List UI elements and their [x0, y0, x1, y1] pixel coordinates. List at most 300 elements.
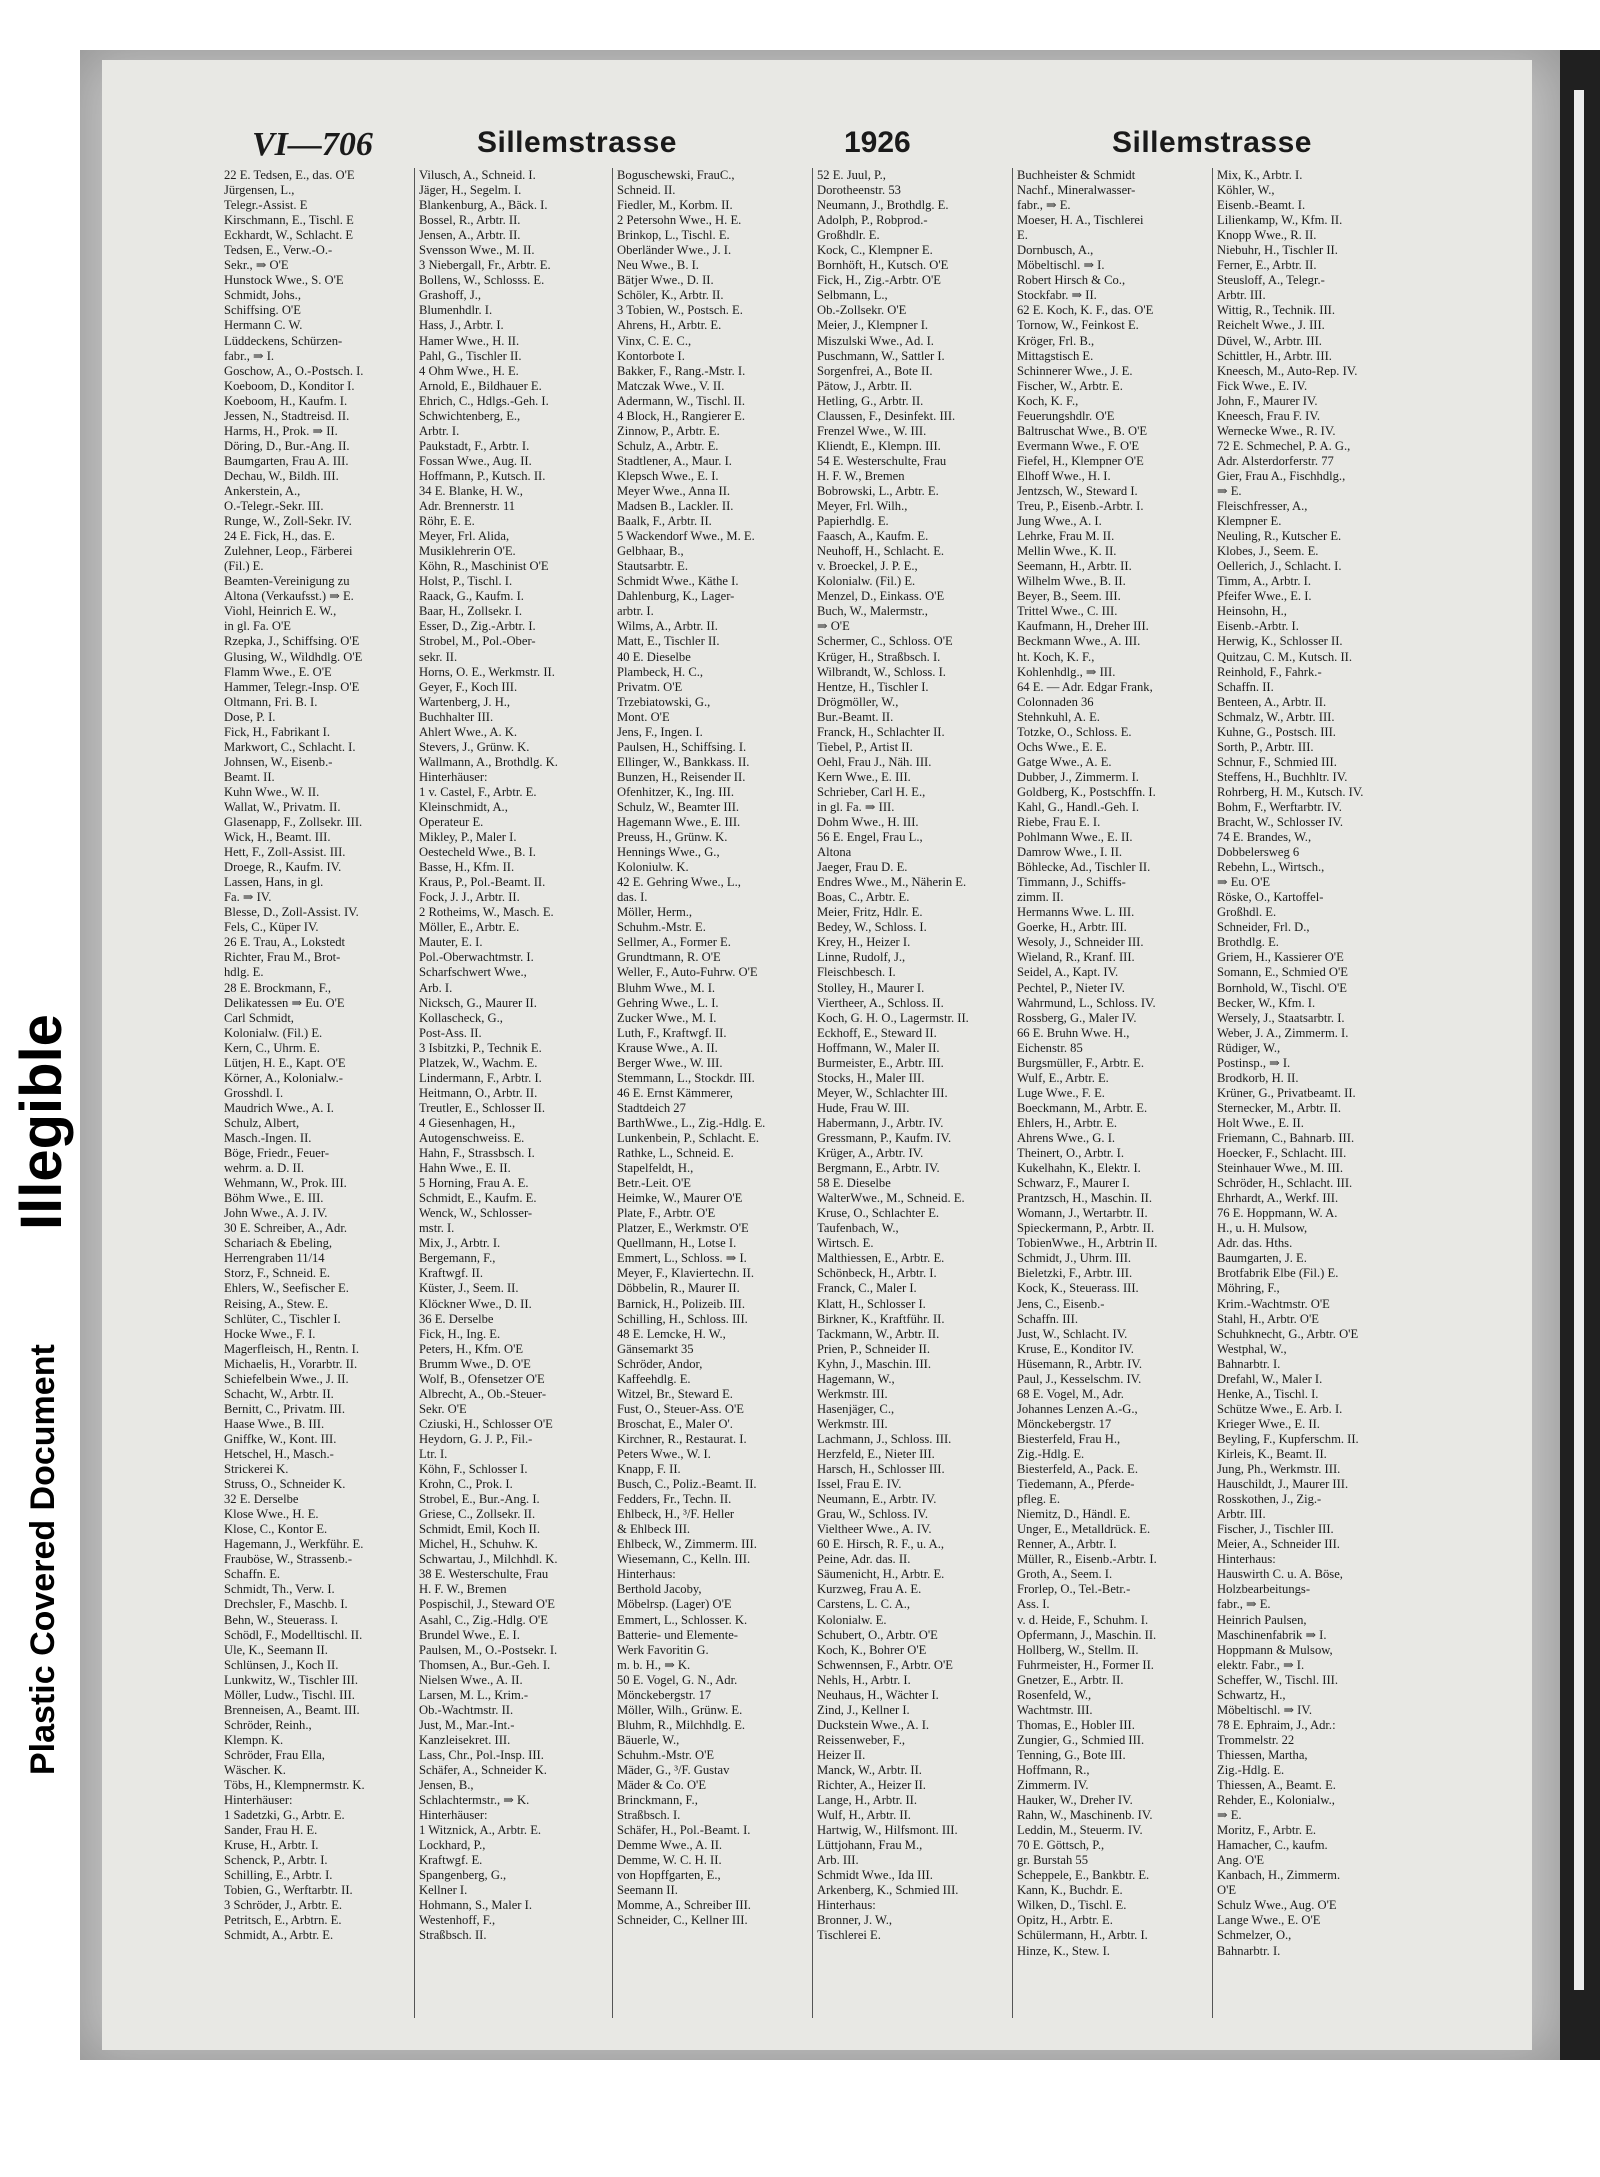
- directory-entry-line: Luth, F., Kraftwgf. II.: [617, 1025, 727, 1040]
- directory-entry-line: Hagemann, J., Werkführ. E.: [224, 1537, 364, 1552]
- directory-entry-line: Kirchner, R., Restaurat. I.: [617, 1431, 747, 1446]
- directory-entry-line: Schulz, Albert,: [224, 1115, 300, 1130]
- directory-entry-line: Duckstein Wwe., A. I.: [817, 1717, 930, 1732]
- directory-entry-line: Schäfer, A., Schneider K.: [419, 1762, 547, 1777]
- directory-entry-line: Reichelt Wwe., J. III.: [1217, 318, 1325, 333]
- directory-entry-line: Brodkorb, H. II.: [1217, 1070, 1299, 1085]
- directory-entry-line: Goerke, H., Arbtr. III.: [1017, 920, 1127, 935]
- directory-entry-line: Witzel, Br., Steward E.: [617, 1386, 733, 1401]
- directory-columns: [220, 168, 1520, 2068]
- directory-entry-line: Lütjen, H. E., Kapt. O'E: [224, 1055, 346, 1070]
- directory-entry-line: Endres Wwe., M., Näherin E.: [817, 875, 967, 890]
- directory-entry-line: Eckhardt, W., Schlacht. E: [224, 228, 354, 243]
- directory-entry-line: (Fil.) E.: [224, 559, 264, 574]
- directory-entry-line: zimm. II.: [1017, 890, 1064, 905]
- directory-entry-line: Klepsch Wwe., E. I.: [617, 468, 719, 483]
- directory-entry-line: Klempn. K.: [224, 1732, 284, 1747]
- directory-entry-line: Droege, R., Kaufm. IV.: [224, 860, 342, 875]
- directory-entry-line: Seemann, H., Arbtr. II.: [1017, 559, 1132, 574]
- directory-entry-line: Koch, K., Bohrer O'E: [817, 1642, 927, 1657]
- directory-entry-line: Strobel, M., Pol.-Ober-: [419, 634, 536, 649]
- directory-entry-line: Köhler, W.,: [1217, 183, 1275, 198]
- directory-entry-line: Womann, J., Wertarbtr. II.: [1017, 1206, 1148, 1221]
- directory-entry-line: ⇒ O'E: [817, 619, 850, 634]
- directory-entry-line: Hetschel, H., Masch.-: [224, 1446, 334, 1461]
- directory-entry-line: Möbeltischl. ⇒ I.: [1017, 258, 1105, 273]
- directory-entry-line: 5 Wackendorf Wwe., M. E.: [617, 529, 755, 544]
- directory-entry-line: Haase Wwe., B. III.: [224, 1416, 325, 1431]
- directory-entry-line: Baalk, F., Arbtr. II.: [617, 514, 712, 529]
- directory-entry-line: Strobel, E., Bur.-Ang. I.: [419, 1492, 540, 1507]
- directory-entry-line: Wallmann, A., Brothdlg. K.: [419, 754, 558, 769]
- directory-entry-line: Stevers, J., Grünw. K.: [419, 739, 530, 754]
- directory-entry-line: Baumgarten, J. E.: [1217, 1251, 1307, 1266]
- directory-entry-line: Jentzsch, W., Steward I.: [1017, 483, 1138, 498]
- directory-entry-line: Lunkwitz, W., Tischler III.: [224, 1672, 358, 1687]
- directory-entry-line: Goschow, A., O.-Postsch. I.: [224, 363, 364, 378]
- directory-entry-line: Arbtr. I.: [419, 423, 460, 438]
- directory-entry-line: Möller, E., Arbtr. E.: [419, 920, 520, 935]
- directory-entry-line: WalterWwe., M., Schneid. E.: [817, 1191, 965, 1206]
- directory-entry-line: Jung, Ph., Werkmstr. III.: [1217, 1462, 1341, 1477]
- directory-entry-line: Schwennsen, F., Arbtr. O'E: [817, 1657, 953, 1672]
- directory-entry-line: 76 E. Hoppmann, W. A.: [1217, 1206, 1338, 1221]
- directory-entry-line: Biesterfeld, Frau H.,: [1017, 1431, 1121, 1446]
- directory-entry-line: 3 Isbitzki, P., Technik E.: [419, 1040, 542, 1055]
- directory-entry-line: Rathke, L., Schneid. E.: [617, 1146, 734, 1161]
- directory-entry-line: Heitmann, O., Arbtr. II.: [419, 1085, 538, 1100]
- directory-entry-line: fabr., ⇒ E.: [1217, 1597, 1271, 1612]
- directory-entry-line: Privatm. O'E: [617, 679, 683, 694]
- directory-entry-line: Hocke Wwe., F. I.: [224, 1326, 316, 1341]
- directory-entry-line: ⇒ E.: [1217, 483, 1242, 498]
- directory-entry-line: Fossan Wwe., Aug. II.: [419, 453, 532, 468]
- directory-entry-line: Trittel Wwe., C. III.: [1017, 604, 1118, 619]
- directory-entry-line: Matczak Wwe., V. II.: [617, 378, 725, 393]
- directory-entry-line: Niemitz, D., Händl. E.: [1017, 1507, 1131, 1522]
- directory-entry-line: Fleischbesch. I.: [817, 965, 896, 980]
- directory-entry-line: Jens, C., Eisenb.-: [1017, 1296, 1105, 1311]
- directory-entry-line: Ang. O'E: [1217, 1853, 1265, 1868]
- directory-entry-line: Fels, C., Küper IV.: [224, 920, 319, 935]
- directory-entry-line: Mäder, G., ³/F. Gustav: [617, 1762, 730, 1777]
- directory-entry-line: 46 E. Ernst Kämmerer,: [617, 1085, 733, 1100]
- directory-entry-line: Böge, Friedr., Feuer-: [224, 1146, 330, 1161]
- directory-entry-line: Momme, A., Schreiber III.: [617, 1898, 751, 1913]
- directory-entry-line: Moeser, H. A., Tischlerei: [1017, 213, 1144, 228]
- directory-entry-line: Schlünsen, J., Koch II.: [224, 1657, 339, 1672]
- directory-entry-line: Schaffn. III.: [1017, 1311, 1078, 1326]
- directory-entry-line: Brinckmann, F.,: [617, 1793, 698, 1808]
- directory-entry-line: Wirtsch. E.: [817, 1236, 874, 1251]
- directory-entry-line: Schneid. II.: [617, 183, 676, 198]
- directory-entry-line: Arb. I.: [419, 980, 453, 995]
- directory-entry-line: Jensen, A., Arbtr. II.: [419, 228, 521, 243]
- directory-entry-line: Drechsler, F., Maschb. I.: [224, 1597, 348, 1612]
- directory-entry-line: Schröder, Frau Ella,: [224, 1747, 325, 1762]
- directory-entry-line: Schmidt, Th., Verw. I.: [224, 1582, 335, 1597]
- directory-entry-line: Schittler, H., Arbtr. III.: [1217, 348, 1332, 363]
- directory-entry-line: Magerfleisch, H., Rentn. I.: [224, 1341, 359, 1356]
- directory-entry-line: Henke, A., Tischl. I.: [1217, 1386, 1319, 1401]
- directory-entry-line: Tiebel, P., Artist II.: [817, 739, 913, 754]
- directory-entry-line: Weller, F., Auto-Fuhrw. O'E: [617, 965, 758, 980]
- directory-entry-line: Timm, A., Arbtr. I.: [1217, 574, 1312, 589]
- directory-entry-line: Vinx, C. E. C.,: [617, 333, 692, 348]
- directory-entry-line: Johannes Lenzen A.-G.,: [1017, 1401, 1138, 1416]
- directory-entry-line: Neumann, J., Brothdlg. E.: [817, 198, 949, 213]
- directory-entry-line: Meier, J., Klempner I.: [817, 318, 929, 333]
- directory-entry-line: Hoffmann, P., Kutsch. II.: [419, 468, 546, 483]
- directory-entry-line: Opfermann, J., Maschin. II.: [1017, 1627, 1157, 1642]
- directory-entry-line: Wilbrandt, W., Schloss. I.: [817, 664, 946, 679]
- directory-entry-line: Becker, W., Kfm. I.: [1217, 995, 1316, 1010]
- directory-entry-line: Ehrhardt, A., Werkf. III.: [1217, 1191, 1339, 1206]
- directory-entry-line: Steffens, H., Buchhltr. IV.: [1217, 769, 1348, 784]
- directory-entry-line: Großhdlr. E.: [817, 228, 880, 243]
- directory-entry-line: Preuss, H., Grünw. K.: [617, 830, 728, 845]
- directory-entry-line: Bergemann, F.,: [419, 1251, 496, 1266]
- directory-column-5: [1012, 168, 1209, 2018]
- directory-entry-line: Wallat, W., Privatm. II.: [224, 799, 341, 814]
- directory-entry-line: Fick, H., Fabrikant I.: [224, 724, 330, 739]
- directory-entry-line: Theinert, O., Arbtr. I.: [1017, 1146, 1125, 1161]
- directory-entry-line: 5 Horning, Frau A. E.: [419, 1176, 529, 1191]
- directory-entry-line: Mönckebergstr. 17: [617, 1687, 712, 1702]
- directory-entry-line: Heizer II.: [817, 1747, 866, 1762]
- directory-entry-line: Küster, J., Seem. II.: [419, 1281, 519, 1296]
- directory-entry-line: Buchhalter III.: [419, 709, 494, 724]
- directory-entry-line: Esser, D., Zig.-Arbtr. I.: [419, 619, 536, 634]
- directory-entry-line: Kolonialw. (Fil.) E.: [817, 574, 916, 589]
- directory-entry-line: Ltr. I.: [419, 1446, 448, 1461]
- directory-entry-line: Paulsen, H., Schiffsing. I.: [617, 739, 747, 754]
- directory-entry-line: Werk Favoritin G.: [617, 1642, 709, 1657]
- directory-entry-line: Herrengraben 11/14: [224, 1251, 325, 1266]
- directory-entry-line: Klöckner Wwe., D. II.: [419, 1296, 532, 1311]
- directory-entry-line: Schilling, H., Schloss. III.: [617, 1311, 748, 1326]
- directory-entry-line: Tenning, G., Bote III.: [1017, 1747, 1126, 1762]
- directory-entry-line: Albrecht, A., Ob.-Steuer-: [419, 1386, 547, 1401]
- directory-entry-line: 30 E. Schreiber, A., Adr.: [224, 1221, 347, 1236]
- directory-entry-line: arbtr. I.: [617, 604, 654, 619]
- directory-entry-line: Pahl, G., Tischler II.: [419, 348, 522, 363]
- directory-entry-line: Möller, Ludw., Tischl. III.: [224, 1687, 355, 1702]
- directory-entry-line: Schmidt, E., Kaufm. E.: [419, 1191, 537, 1206]
- directory-entry-line: Papierhdlg. E.: [817, 514, 889, 529]
- directory-entry-line: Schnur, F., Schmied III.: [1217, 754, 1337, 769]
- directory-entry-line: Schödl, F., Modelltischl. II.: [224, 1627, 363, 1642]
- directory-entry-line: Just, M., Mar.-Int.-: [419, 1717, 515, 1732]
- directory-entry-line: Bornhöft, H., Kutsch. O'E: [817, 258, 949, 273]
- directory-entry-line: Köhn, R., Maschinist O'E: [419, 559, 549, 574]
- directory-entry-line: Kruse, H., Arbtr. I.: [224, 1838, 319, 1853]
- directory-entry-line: Schmidt, Emil, Koch II.: [419, 1522, 541, 1537]
- directory-entry-line: Nachf., Mineralwasser-: [1017, 183, 1136, 198]
- directory-entry-line: gr. Burstah 55: [1017, 1853, 1089, 1868]
- directory-entry-line: Bluhm Wwe., M. I.: [617, 980, 716, 995]
- directory-entry-line: Bracht, W., Schlosser IV.: [1217, 815, 1344, 830]
- directory-entry-line: ⇒ E.: [1217, 1808, 1242, 1823]
- directory-entry-line: Zind, J., Kellner I.: [817, 1702, 910, 1717]
- directory-entry-line: Mont. O'E: [617, 709, 670, 724]
- directory-entry-line: John, F., Maurer IV.: [1217, 393, 1318, 408]
- directory-entry-line: Sander, Frau H. E.: [224, 1823, 318, 1838]
- directory-entry-line: Schmalz, W., Arbtr. III.: [1217, 709, 1335, 724]
- directory-entry-line: Kruse, O., Schlachter E.: [817, 1206, 940, 1221]
- directory-entry-line: Fiedler, M., Korbm. II.: [617, 198, 733, 213]
- directory-entry-line: Knopp Wwe., R. II.: [1217, 228, 1317, 243]
- directory-entry-line: Fischer, W., Arbtr. E.: [1017, 378, 1123, 393]
- directory-entry-line: Schiffsing. O'E: [224, 303, 301, 318]
- directory-entry-line: 52 E. Juul, P.,: [817, 168, 886, 182]
- directory-entry-line: Lockhard, P.,: [419, 1838, 486, 1853]
- directory-entry-line: Grosshdl. I.: [224, 1085, 284, 1100]
- directory-entry-line: Kirschmann, E., Tischl. E: [224, 213, 354, 228]
- directory-entry-line: H., u. H. Mulsow,: [1217, 1221, 1308, 1236]
- directory-entry-line: Ass. I.: [1017, 1597, 1050, 1612]
- directory-entry-line: Post-Ass. II.: [419, 1025, 482, 1040]
- directory-entry-line: Wenck, W., Schlosser-: [419, 1206, 533, 1221]
- directory-entry-line: Kleinschmidt, A.,: [419, 799, 508, 814]
- directory-entry-line: Mikley, P., Maler I.: [419, 830, 517, 845]
- directory-entry-line: Möbeltischl. ⇒ IV.: [1217, 1702, 1312, 1717]
- directory-entry-line: Baar, H., Zollsekr. I.: [419, 604, 523, 619]
- directory-entry-line: Schönbeck, H., Arbtr. I.: [817, 1266, 937, 1281]
- directory-entry-line: Stadtdeich 27: [617, 1100, 686, 1115]
- directory-entry-line: 24 E. Fick, H., das. E.: [224, 529, 335, 544]
- directory-year: 1926: [844, 126, 911, 159]
- directory-entry-line: Töbs, H., Klempnermstr. K.: [224, 1778, 365, 1793]
- directory-entry-line: Maudrich Wwe., A. I.: [224, 1100, 334, 1115]
- directory-entry-line: Meyer, Frl. Alida,: [419, 529, 510, 544]
- directory-entry-line: Nielsen Wwe., A. II.: [419, 1672, 523, 1687]
- directory-entry-line: Stadtlener, A., Maur. I.: [617, 453, 732, 468]
- directory-entry-line: Eisenb.-Beamt. I.: [1217, 198, 1306, 213]
- directory-entry-line: Neumann, E., Arbtr. IV.: [817, 1492, 937, 1507]
- directory-entry-line: Miszulski Wwe., Ad. I.: [817, 333, 934, 348]
- directory-entry-line: Ob.-Zollsekr. O'E: [817, 303, 907, 318]
- directory-entry-line: Hahn Wwe., E. II.: [419, 1161, 511, 1176]
- directory-entry-line: Quitzau, C. M., Kutsch. II.: [1217, 649, 1353, 664]
- directory-entry-line: Basse, H., Kfm. II.: [419, 860, 515, 875]
- directory-entry-line: Kneesch, M., Auto-Rep. IV.: [1217, 363, 1358, 378]
- directory-entry-line: Adr. Alsterdorferstr. 77: [1217, 453, 1334, 468]
- directory-entry-line: Prien, P., Schneider II.: [817, 1341, 930, 1356]
- directory-entry-line: Kern Wwe., E. III.: [817, 769, 911, 784]
- directory-entry-line: Möhring, F.,: [1217, 1281, 1280, 1296]
- directory-entry-line: Bollens, W., Schlosss. E.: [419, 273, 545, 288]
- directory-entry-line: Sellmer, A., Former E.: [617, 935, 731, 950]
- directory-entry-line: Hinterhäuser:: [419, 769, 488, 784]
- directory-entry-line: Horns, O. E., Werkmstr. II.: [419, 664, 555, 679]
- directory-entry-line: Zig.-Hdlg. E.: [1017, 1446, 1085, 1461]
- directory-entry-line: pfleg. E.: [1017, 1492, 1061, 1507]
- directory-entry-line: Markwort, C., Schlacht. I.: [224, 739, 356, 754]
- directory-entry-line: Richter, Frau M., Brot-: [224, 950, 341, 965]
- directory-entry-line: Grundtmann, R. O'E: [617, 950, 721, 965]
- directory-entry-line: Hinterhäuser:: [224, 1793, 293, 1808]
- directory-entry-line: Ehlbeck, W., Zimmerm. III.: [617, 1537, 757, 1552]
- directory-entry-line: Vilusch, A., Schneid. I.: [419, 168, 536, 182]
- directory-entry-line: 4 Giesenhagen, H.,: [419, 1115, 516, 1130]
- directory-entry-line: Manck, W., Arbtr. II.: [817, 1762, 922, 1777]
- directory-entry-line: Grau, W., Schloss. IV.: [817, 1507, 929, 1522]
- directory-entry-line: Gressmann, P., Kaufm. IV.: [817, 1131, 952, 1145]
- directory-entry-line: 28 E. Brockmann, F.,: [224, 980, 332, 995]
- directory-entry-line: Gatge Wwe., A. E.: [1017, 754, 1112, 769]
- directory-entry-line: Meier, Fritz, Hdlr. E.: [817, 905, 923, 920]
- directory-entry-line: Beyling, F., Kupferschm. II.: [1217, 1431, 1359, 1446]
- directory-entry-line: Mauter, E. I.: [419, 935, 483, 950]
- directory-entry-line: 36 E. Derselbe: [419, 1311, 494, 1326]
- directory-entry-line: Dorotheenstr. 53: [817, 183, 901, 198]
- directory-entry-line: Petritsch, E., Arbtrn. E.: [224, 1913, 342, 1928]
- directory-entry-line: Brenneisen, A., Beamt. III.: [224, 1702, 360, 1717]
- directory-entry-line: Rzepka, J., Schiffsing. O'E: [224, 634, 360, 649]
- directory-entry-line: BarthWwe., L., Zig.-Hdlg. E.: [617, 1115, 766, 1130]
- directory-entry-line: Hentze, H., Tischler I.: [817, 679, 929, 694]
- directory-entry-line: Wesoly, J., Schneider III.: [1017, 935, 1144, 950]
- directory-entry-line: Schaffn. II.: [1217, 679, 1274, 694]
- directory-entry-line: Biesterfeld, A., Pack. E.: [1017, 1462, 1139, 1477]
- directory-entry-line: Platzer, E., Werkmstr. O'E: [617, 1221, 749, 1236]
- directory-entry-line: Stockfabr. ⇒ II.: [1017, 288, 1097, 303]
- directory-entry-line: Birkner, K., Kraftführ. II.: [817, 1311, 945, 1326]
- directory-entry-line: Hinterhaus:: [617, 1567, 676, 1582]
- directory-entry-line: Arbtr. III.: [1217, 288, 1266, 303]
- directory-entry-line: 66 E. Bruhn Wwe. H.,: [1017, 1025, 1130, 1040]
- directory-entry-line: 78 E. Ephraim, J., Adr.:: [1217, 1717, 1336, 1732]
- directory-entry-line: Säumenicht, H., Arbtr. E.: [817, 1567, 945, 1582]
- directory-entry-line: Wittig, R., Technik. III.: [1217, 303, 1335, 318]
- directory-entry-line: Paulsen, M., O.-Postsekr. I.: [419, 1642, 558, 1657]
- directory-entry-line: Jessen, N., Stadtreisd. II.: [224, 408, 350, 423]
- directory-entry-line: Lachmann, J., Schloss. III.: [817, 1431, 952, 1446]
- directory-entry-line: Rahn, W., Maschinenb. IV.: [1017, 1808, 1153, 1823]
- directory-entry-line: Ankerstein, A.,: [224, 483, 301, 498]
- directory-entry-line: Svensson Wwe., M. II.: [419, 243, 535, 258]
- directory-entry-line: Schmidt Wwe., Käthe I.: [617, 574, 739, 589]
- directory-entry-line: Ob.-Wachtmstr. II.: [419, 1702, 514, 1717]
- directory-entry-line: Schmidt, Johs.,: [224, 288, 301, 303]
- directory-entry-line: Kontorbote I.: [617, 348, 685, 363]
- directory-entry-line: Hennings Wwe., G.,: [617, 845, 720, 860]
- directory-entry-line: Thiessen, A., Beamt. E.: [1217, 1778, 1336, 1793]
- directory-entry-line: Böhlecke, Ad., Tischler II.: [1017, 860, 1151, 875]
- directory-entry-line: Linne, Rudolf, J.,: [817, 950, 906, 965]
- directory-entry-line: Köhn, F., Schlosser I.: [419, 1462, 528, 1477]
- directory-entry-line: Straßbsch. I.: [617, 1808, 681, 1823]
- directory-entry-line: Bluhm, R., Milchhdlg. E.: [617, 1717, 746, 1732]
- directory-entry-line: Zungier, G., Schmied III.: [1017, 1732, 1145, 1747]
- directory-entry-line: Paul, J., Kesselschm. IV.: [1017, 1371, 1142, 1386]
- directory-entry-line: Fleischfresser, A.,: [1217, 499, 1308, 514]
- directory-entry-line: Mönckebergstr. 17: [1017, 1416, 1112, 1431]
- directory-entry-line: Benteen, A., Arbtr. II.: [1217, 694, 1327, 709]
- directory-entry-line: Masch.-Ingen. II.: [224, 1131, 312, 1145]
- directory-entry-line: Rohrberg, H. M., Kutsch. IV.: [1217, 784, 1364, 799]
- directory-entry-line: Betr.-Leit. O'E: [617, 1176, 691, 1191]
- directory-entry-line: Glasenapp, F., Zollsekr. III.: [224, 815, 363, 830]
- directory-entry-line: Pfeifer Wwe., E. I.: [1217, 589, 1312, 604]
- directory-entry-line: Mäder & Co. O'E: [617, 1778, 707, 1793]
- directory-entry-line: Pohlmann Wwe., E. II.: [1017, 830, 1133, 845]
- directory-entry-line: Kliendt, E., Klempn. III.: [817, 438, 941, 453]
- directory-entry-line: Robert Hirsch & Co.,: [1017, 273, 1126, 288]
- directory-entry-line: Tornow, W., Feinkost E.: [1017, 318, 1139, 333]
- directory-entry-line: Hoecker, F., Schlacht. III.: [1217, 1146, 1347, 1161]
- directory-entry-line: Fedders, Fr., Techn. II.: [617, 1492, 732, 1507]
- directory-entry-line: Hauswirth C. u. A. Böse,: [1217, 1567, 1343, 1582]
- directory-entry-line: Niebuhr, H., Tischler II.: [1217, 243, 1338, 258]
- directory-entry-line: Neuhaus, H., Wächter I.: [817, 1687, 939, 1702]
- directory-entry-line: 62 E. Koch, K. F., das. O'E: [1017, 303, 1154, 318]
- directory-entry-line: 1 v. Castel, F., Arbtr. E.: [419, 784, 537, 799]
- directory-entry-line: Gniffke, W., Kont. III.: [224, 1431, 337, 1446]
- directory-entry-line: 3 Tobien, W., Postsch. E.: [617, 303, 743, 318]
- directory-entry-line: Schwichtenberg, E.,: [419, 408, 521, 423]
- directory-entry-line: 34 E. Blanke, H. W.,: [419, 483, 523, 498]
- directory-entry-line: hdlg. E.: [224, 965, 264, 980]
- directory-entry-line: Beckmann Wwe., A. III.: [1017, 634, 1141, 649]
- directory-entry-line: Schulz, A., Arbtr. E.: [617, 438, 719, 453]
- directory-entry-line: Evermann Wwe., F. O'E: [1017, 438, 1140, 453]
- directory-entry-line: Bätjer Wwe., D. II.: [617, 273, 714, 288]
- directory-entry-line: Nicksch, G., Maurer II.: [419, 995, 537, 1010]
- directory-entry-line: Hinterhaus:: [817, 1898, 876, 1913]
- directory-entry-line: Wolf, B., Ofensetzer O'E: [419, 1371, 545, 1386]
- directory-entry-line: Telegr.-Assist. E: [224, 198, 308, 213]
- directory-entry-line: Mittagstisch E.: [1017, 348, 1094, 363]
- directory-entry-line: Spieckermann, P., Arbtr. II.: [1017, 1221, 1155, 1236]
- directory-entry-line: Krause Wwe., A. II.: [617, 1040, 718, 1055]
- directory-entry-line: Schulz, W., Beamter III.: [617, 799, 740, 814]
- directory-entry-line: Schilling, E., Arbtr. I.: [224, 1868, 333, 1883]
- directory-entry-line: in gl. Fa. ⇒ III.: [817, 799, 895, 814]
- directory-entry-line: Böhm Wwe., E. III.: [224, 1191, 324, 1206]
- directory-entry-line: Sternecker, M., Arbtr. II.: [1217, 1100, 1341, 1115]
- directory-entry-line: Ofenhitzer, K., Ing. III.: [617, 784, 734, 799]
- directory-entry-line: Werkmstr. III.: [817, 1386, 888, 1401]
- directory-entry-line: Ahlert Wwe., A. K.: [419, 724, 518, 739]
- directory-entry-line: 64 E. — Adr. Edgar Frank,: [1017, 679, 1153, 694]
- directory-entry-line: Adr. Brennerstr. 11: [419, 499, 516, 514]
- directory-entry-line: Sorgenfrei, A., Bote II.: [817, 363, 933, 378]
- directory-entry-line: Kuhne, G., Postsch. III.: [1217, 724, 1336, 739]
- directory-entry-line: Wartenberg, J. H.,: [419, 694, 511, 709]
- directory-entry-line: Wachtmstr. III.: [1017, 1702, 1093, 1717]
- directory-entry-line: Asahl, C., Zig.-Hdlg. O'E: [419, 1612, 548, 1627]
- directory-entry-line: Behn, W., Steuerass. I.: [224, 1612, 339, 1627]
- directory-entry-line: Hasenjäger, C.,: [817, 1401, 895, 1416]
- directory-entry-line: das. I.: [617, 890, 648, 905]
- directory-entry-line: Hartwig, W., Hilfsmont. III.: [817, 1823, 958, 1838]
- directory-entry-line: in gl. Fa. O'E: [224, 619, 291, 634]
- directory-entry-line: Schuhm.-Mstr. E.: [617, 920, 706, 935]
- directory-entry-line: Zucker Wwe., M. I.: [617, 1010, 717, 1025]
- directory-entry-line: Kolonialw. E.: [817, 1612, 887, 1627]
- scan-right-edge: [1560, 50, 1600, 2060]
- directory-entry-line: Taufenbach, W.,: [817, 1221, 899, 1236]
- directory-entry-line: Westenhoff, F.,: [419, 1913, 496, 1928]
- directory-entry-line: Fa. ⇒ IV.: [224, 890, 272, 905]
- directory-entry-line: Renner, A., Arbtr. I.: [1017, 1537, 1117, 1552]
- directory-entry-line: 74 E. Brandes, W.,: [1217, 830, 1312, 845]
- directory-entry-line: Meier, A., Schneider III.: [1217, 1537, 1340, 1552]
- directory-entry-line: Schinnerer Wwe., J. E.: [1017, 363, 1133, 378]
- directory-entry-line: Emmert, L., Schloss. ⇒ I.: [617, 1251, 747, 1266]
